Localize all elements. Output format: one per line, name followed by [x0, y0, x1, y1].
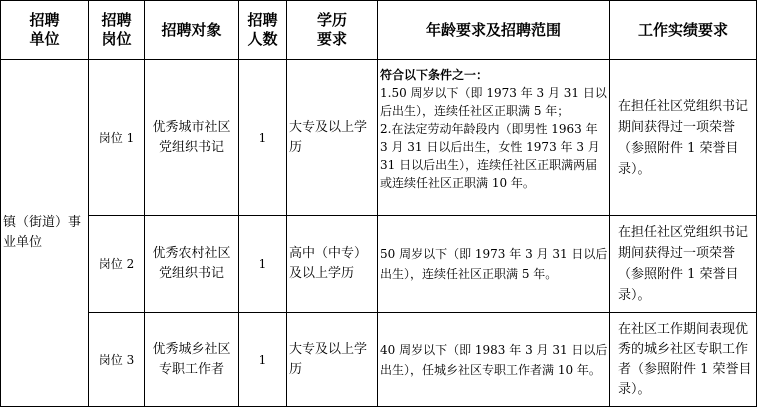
- header-count-line2: 人数: [247, 30, 278, 48]
- age-cell: 40 周岁以下（即 1983 年 3 月 31 日以后出生），任城乡社区专职工作者满 10 年。: [378, 313, 610, 407]
- header-performance: 工作实绩要求: [610, 1, 757, 60]
- header-education: [287, 1, 378, 60]
- count-cell: 1: [239, 313, 287, 407]
- header-post: [89, 1, 145, 60]
- post-cell: 岗位 2: [89, 216, 145, 313]
- header-education-line1: 学历: [316, 11, 347, 29]
- performance-cell: 在担任社区党组织书记期间获得过一项荣誉（参照附件 1 荣誉目录）。: [610, 60, 757, 216]
- target-cell: 优秀城乡社区专职工作者: [145, 313, 239, 407]
- age-cell: [378, 60, 610, 216]
- performance-cell: 在社区工作期间表现优秀的城乡社区专职工作者（参照附件 1 荣誉目录）。: [610, 313, 757, 407]
- header-unit-line1: 招聘: [29, 11, 60, 29]
- performance-cell: 在担任社区党组织书记期间获得过一项荣誉（参照附件 1 荣誉目录）。: [610, 216, 757, 313]
- education-cell: 大专及以上学历: [287, 313, 378, 407]
- education-cell: 大专及以上学历: [287, 60, 378, 216]
- header-post-line2: 岗位: [101, 30, 132, 48]
- header-count: [239, 1, 287, 60]
- table-row: [1, 313, 757, 407]
- count-cell: 1: [239, 216, 287, 313]
- education-cell: 高中（中专）及以上学历: [287, 216, 378, 313]
- header-unit-line2: 单位: [29, 30, 60, 48]
- header-count-line1: 招聘: [247, 11, 278, 29]
- target-cell: 优秀农村社区党组织书记: [145, 216, 239, 313]
- header-age: 年龄要求及招聘范围: [378, 1, 610, 60]
- post-cell: 岗位 3: [89, 313, 145, 407]
- unit-name-cell: 镇（街道）事业单位: [1, 60, 89, 407]
- header-unit: [1, 1, 89, 60]
- age-item: 1.50 周岁以下（即 1973 年 3 月 31 日以后出生），连续任社区正职满 5 年；: [380, 86, 607, 118]
- age-cell: 50 周岁以下（即 1973 年 3 月 31 日以后出生），连续任社区正职满 5 年。: [378, 216, 610, 313]
- header-row: [1, 1, 757, 60]
- header-education-line2: 要求: [316, 30, 347, 48]
- target-cell: 优秀城市社区党组织书记: [145, 60, 239, 216]
- header-target: 招聘对象: [145, 1, 239, 60]
- age-item: 2.在法定劳动年龄段内（即男性 1963 年 3 月 31 日以后出生，女性 1973 年 3 月 31 日以后出生），连续任社区正职满两届或连续任社区正职满 10 年。: [380, 122, 600, 190]
- header-post-line1: 招聘: [101, 11, 132, 29]
- age-lead: 符合以下条件之一：: [380, 68, 489, 82]
- table-row: [1, 216, 757, 313]
- count-cell: 1: [239, 60, 287, 216]
- post-cell: 岗位 1: [89, 60, 145, 216]
- table-row: [1, 60, 757, 216]
